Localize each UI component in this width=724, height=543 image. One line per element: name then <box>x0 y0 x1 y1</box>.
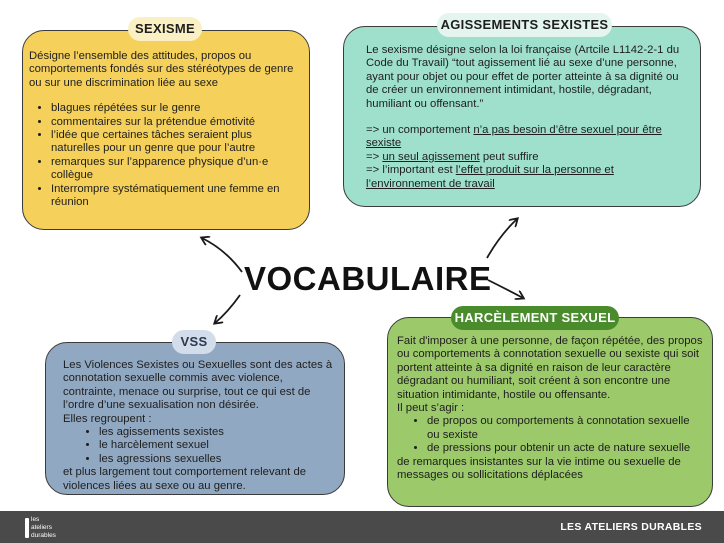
vss-outro: et plus largement tout comportement relevant de violences liées au sexe ou au genre. <box>63 466 307 492</box>
vss-tag: VSS <box>172 330 216 354</box>
arrow-to-agissements <box>487 219 517 258</box>
vss-list <box>63 426 334 466</box>
agissements-quote: Le sexisme désigne selon la loi française (Artcile L1142-2-1 du Code du Travail) “tout agissement lié au sexe d’une personne, ayant pour objet ou pour effet de porter atteinte à sa dignité ou de créer un environnement intimidant, hostile, dégradant, humiliant ou offensant.” <box>366 44 680 110</box>
sexisme-intro: Désigne l’ensemble des attitudes, propos ou comportements fondés sur des stéréotypes de genre ou sur une discrimination liée au sexe <box>29 50 294 89</box>
sexisme-tag: SEXISME <box>128 17 202 41</box>
harcelement-intro: Fait d'imposer à une personne, de façon répétée, des propos ou comportements à connotation sexuelle ou sexiste qui soit portent atteinte à sa dignité en raison de leur caractère dégradant ou humiliant, soit créent à son encontre une situation intimidante, hostile ou offensante. <box>397 335 703 401</box>
list-item: • remarques sur l’apparence physique d’un·e collègue <box>51 156 301 183</box>
list-item: • Interrompre systématiquement une femme en réunion <box>51 183 301 210</box>
list-item: • les agressions sexuelles <box>99 453 334 466</box>
harcelement-tag: HARCÈLEMENT SEXUEL <box>451 306 619 330</box>
center-title: VOCABULAIRE <box>244 260 492 297</box>
harcelement-list <box>397 415 703 455</box>
arrow-to-harcelement <box>488 280 523 298</box>
agissements-box <box>343 26 701 207</box>
list-item: • de propos ou comportements à connotation sexuelle ou sexiste <box>427 415 703 442</box>
list-item: • le harcèlement sexuel <box>99 439 334 452</box>
footer-bar <box>0 511 724 543</box>
vss-intro: Les Violences Sexistes ou Sexuelles sont des actes à connotation sexuelle commis avec violence, contrainte, menace ou surprise, tout ce qui est de l’ordre d’une sexualisation non désirée. <box>63 359 333 412</box>
vss-lead: Elles regroupent : <box>63 412 152 425</box>
list-item: • les agissements sexistes <box>99 426 334 439</box>
agissements-point-2: => un seul agissement peut suffire <box>366 150 539 163</box>
agissements-point-1: => un comportement n’a pas besoin d’être sexuel pour être sexiste <box>366 124 662 150</box>
arrow-to-sexisme <box>202 238 242 272</box>
harcelement-outro: de remarques insistantes sur la vie intime ou sexuelle de messages ou sollicitations déplacées <box>397 455 681 482</box>
list-item: • commentaires sur la prétendue émotivité <box>51 116 301 129</box>
agissements-tag: AGISSEMENTS SEXISTES <box>437 13 612 37</box>
sexisme-box <box>22 30 310 230</box>
list-item: • de pressions pour obtenir un acte de nature sexuelle <box>427 442 703 455</box>
list-item: • l’idée que certaines tâches seraient plus naturelles pour un genre que pour l’autre <box>51 129 301 156</box>
brand-logo: les ateliers durables <box>25 516 75 540</box>
list-item: • blagues répétées sur le genre <box>51 102 301 115</box>
footer-brand: LES ATELIERS DURABLES <box>560 521 702 533</box>
vss-box <box>45 342 345 495</box>
harcelement-lead: Il peut s’agir : <box>397 402 465 415</box>
harcelement-box <box>387 317 713 507</box>
agissements-point-3: => l’important est l’effet produit sur la personne et l’environnement de travail <box>366 164 614 190</box>
sexisme-list <box>29 102 301 209</box>
arrow-to-vss <box>215 295 240 323</box>
